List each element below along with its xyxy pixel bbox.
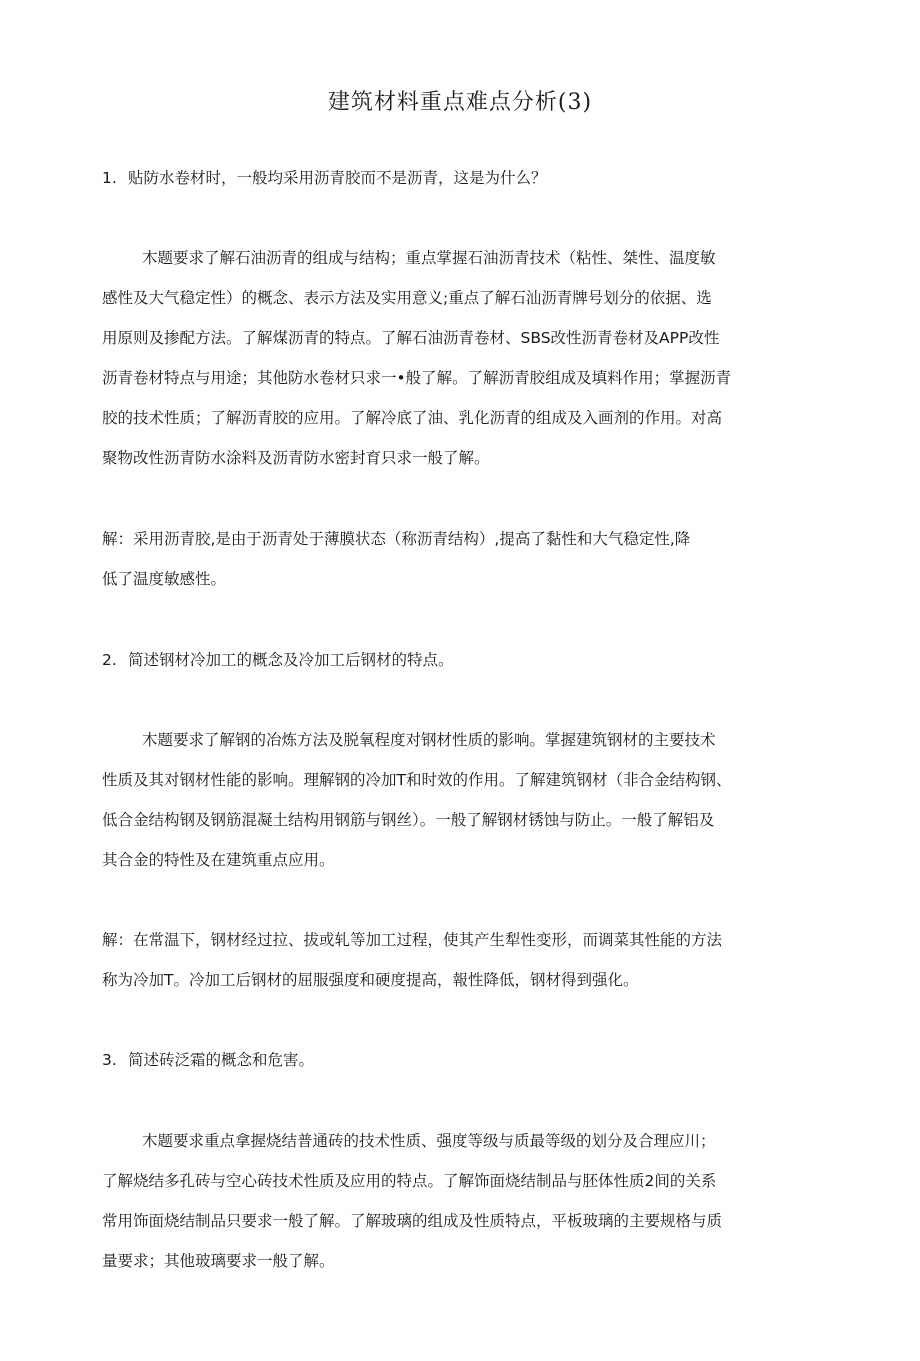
question-3 <box>102 1040 814 1080</box>
paragraph-line: 低合金结构钢及钢筋混凝土结构用钢筋与钢丝）。一般了解钢材锈蚀与防止。一般了解铝及 <box>102 811 715 829</box>
paragraph-line: 其合金的特性及在建筑重点应用。 <box>102 851 335 869</box>
requirement-paragraph-1 <box>102 238 814 478</box>
question-text: 简述砖泛霜的概念和危害。 <box>128 1051 315 1069</box>
paragraph-line: 解：采用沥青胶,是由于沥青处于薄膜状态（称沥青结构）,提高了黏性和大气稳定性,降 <box>102 530 691 548</box>
question-1 <box>102 158 814 198</box>
requirement-paragraph-3 <box>102 1121 814 1281</box>
paragraph-line: 用原则及掺配方法。了解煤沥青的特点。了解石油沥青卷材、SBS改性沥青卷材及APP改性 <box>102 329 720 347</box>
answer-paragraph-1 <box>102 519 814 599</box>
paragraph-line: 木题要求重点拿握烧结普通砖的技术性质、强度等级与质最等级的划分及合理应川； <box>142 1132 716 1150</box>
question-number: 1. <box>102 169 117 187</box>
question-number: 2. <box>102 651 117 669</box>
paragraph-line: 量要求；其他玻璃要求一般了解。 <box>102 1252 335 1270</box>
paragraph-line: 称为冷加T。冷加工后钢材的屈服强度和硬度提高，報性降低，钢材得到强化。 <box>102 971 639 989</box>
page-title: 建筑材料重点难点分析(3) <box>327 90 593 115</box>
paragraph-line: 低了温度敏感性。 <box>102 570 227 588</box>
question-text: 简述钢材冷加工的概念及冷加工后钢材的特点。 <box>128 651 454 669</box>
question-text: 贴防水卷材时，一般均采用沥青胶而不是沥青，这是为什么？ <box>128 169 547 187</box>
paragraph-line: 沥青卷材特点与用途；其他防水卷材只求一•般了解。了解沥青胶组成及填料作用；掌握沥青 <box>102 369 732 387</box>
question-number: 3. <box>102 1051 117 1069</box>
paragraph-line: 解：在常温下，钢材经过拉、拔或轧等加工过程，使其产生犁性变形，而调菜其性能的方法 <box>102 931 723 949</box>
paragraph-line: 感性及大气稳定性）的概念、表示方法及实用意义;重点了解石汕沥青牌号划分的依据、选 <box>102 289 712 307</box>
paragraph-line: 聚物改性沥青防水涂料及沥青防水密封育只求一般了解。 <box>102 449 490 467</box>
paragraph-line: 胶的技术性质；了解沥青胶的应用。了解冷底了油、乳化沥青的组成及入画剂的作用。对高 <box>102 409 723 427</box>
paragraph-line: 木题要求了解钢的冶炼方法及脱氧程度对钢材性质的影响。掌握建筑钢材的主要技术 <box>142 731 716 749</box>
answer-paragraph-2 <box>102 920 814 1000</box>
requirement-paragraph-2 <box>102 720 814 880</box>
paragraph-line: 木题要求了解石油沥青的组成与结构；重点掌握石油沥青技术（粘性、桀性、温度敏 <box>142 249 716 267</box>
paragraph-line: 了解烧结多孔砖与空心砖技术性质及应用的特点。了解饰面烧结制品与胚体性质2间的关系 <box>102 1172 717 1190</box>
paragraph-line: 常用饰面烧结制品只要求一般了解。了解玻璃的组成及性质特点，平板玻璃的主要规格与质 <box>102 1212 723 1230</box>
paragraph-line: 性质及其对钢材性能的影响。理解钢的冷加T和时效的作用。了解建筑钢材（非合金结构钢、 <box>102 771 732 789</box>
question-2 <box>102 640 814 680</box>
